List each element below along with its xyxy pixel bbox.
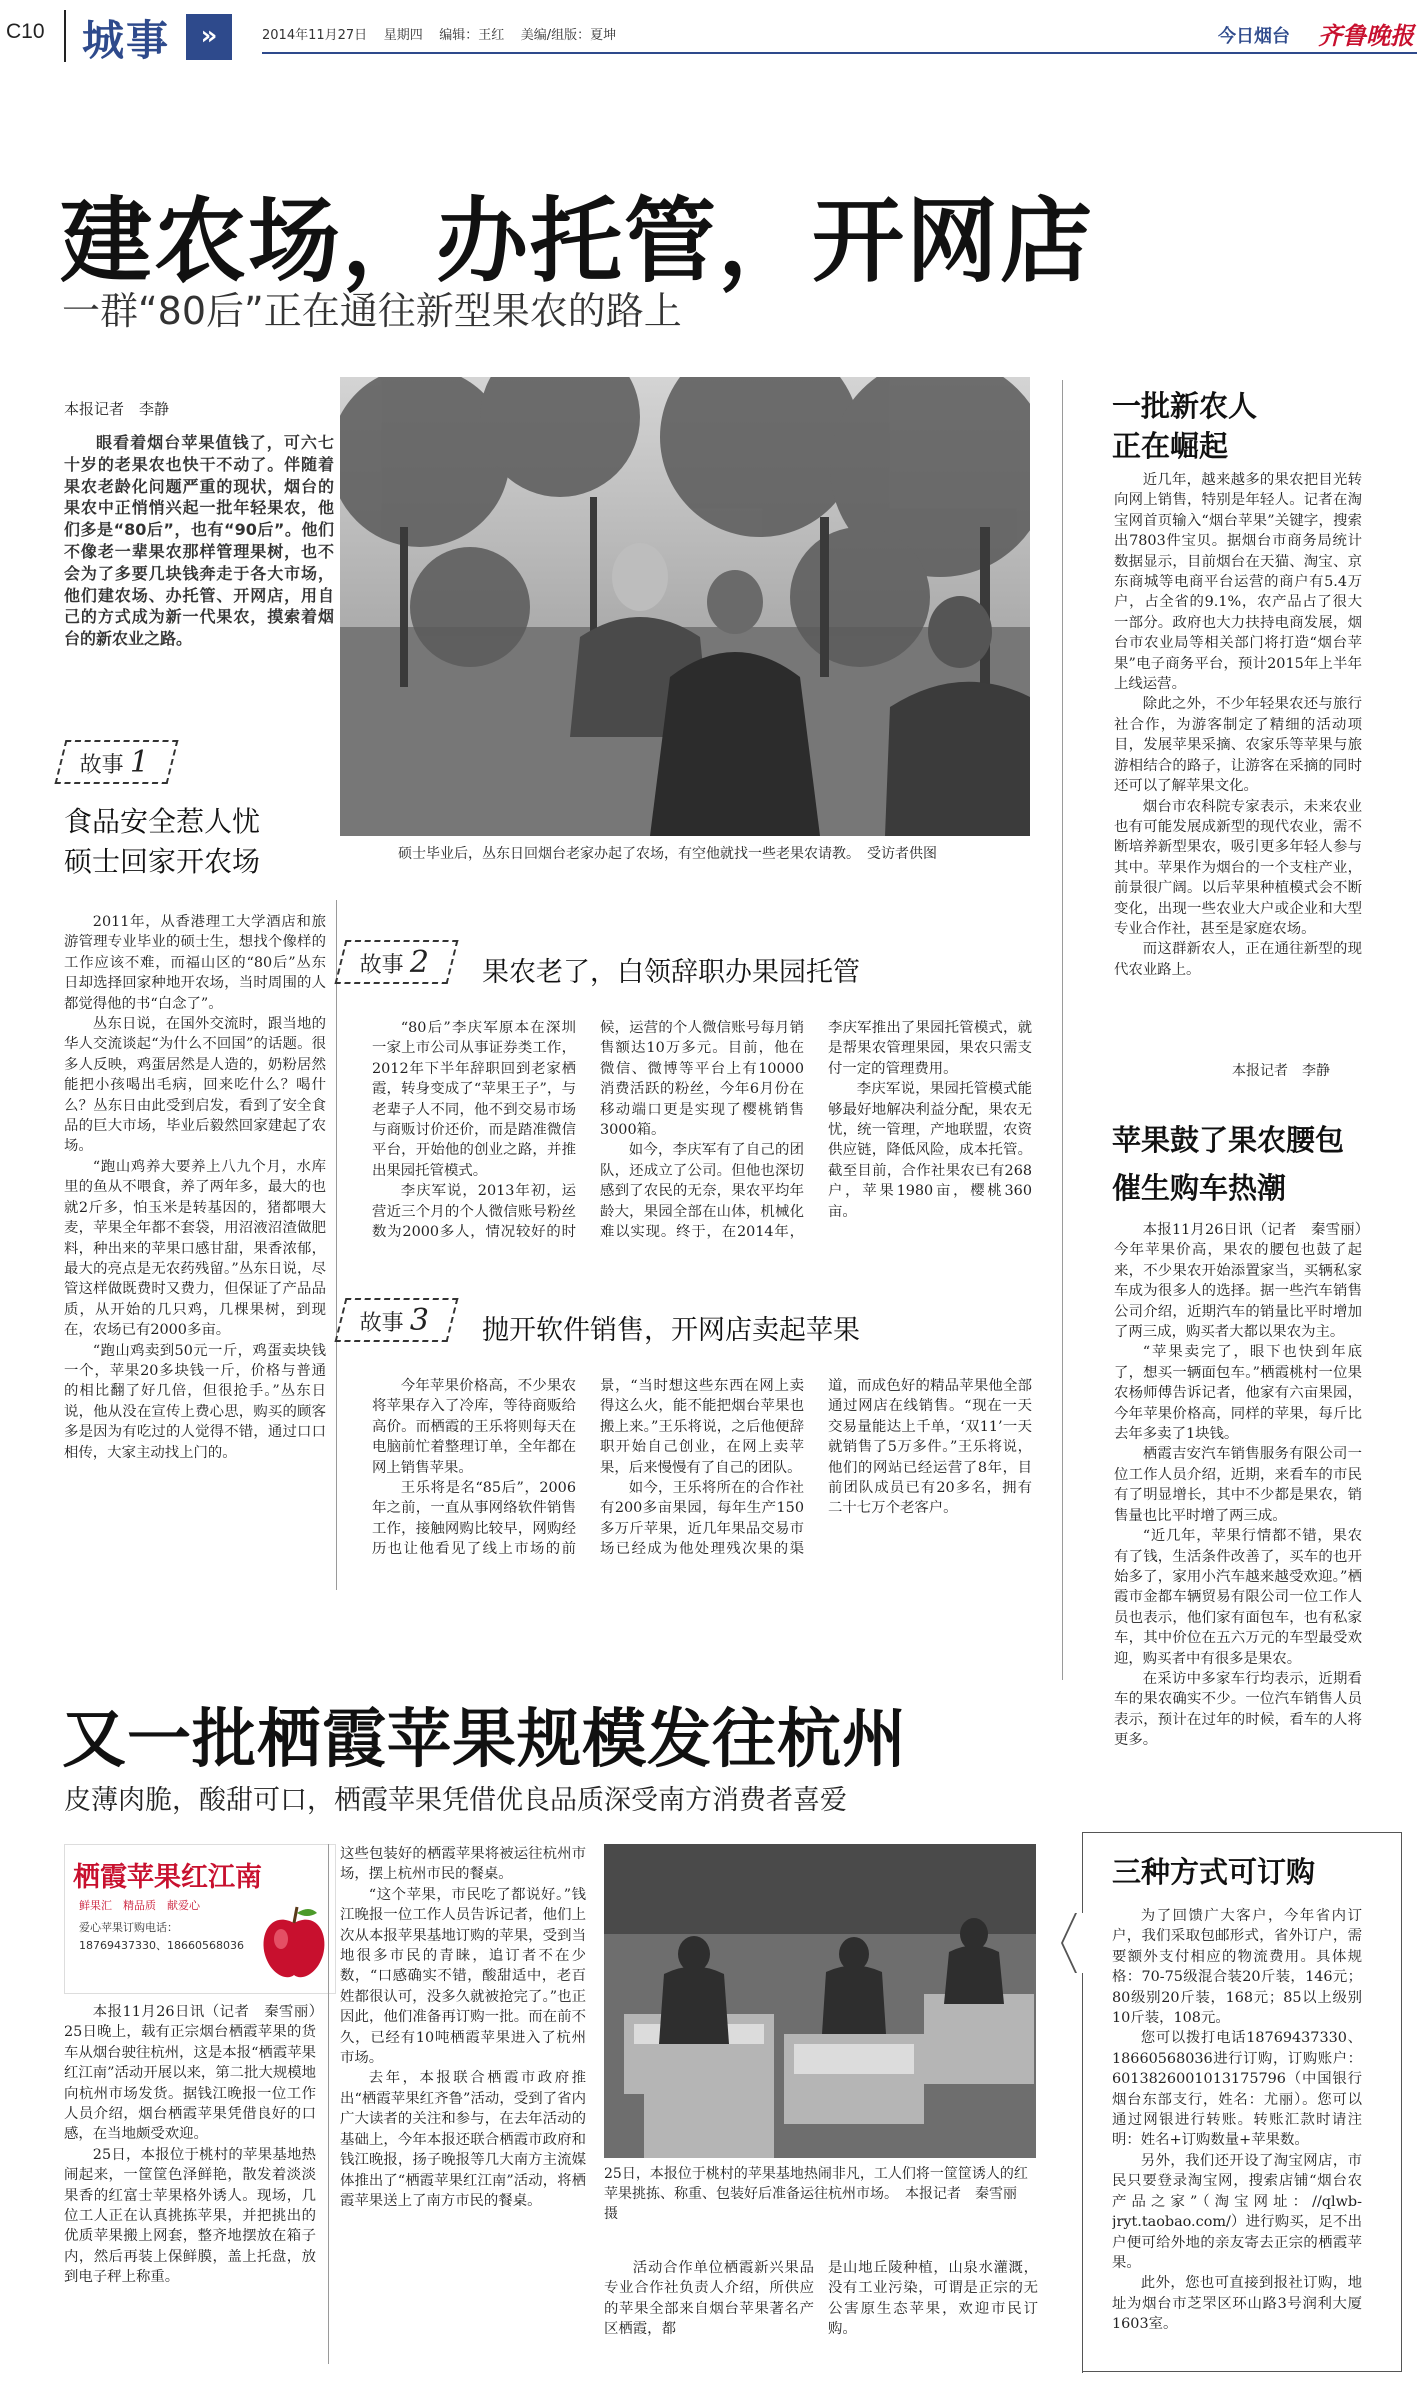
story2-para: 李庆军说，2013年初，运营近三个月的个人微信账号粉丝数为2000多人，情况较好的时候，运营的个人微信账号每月销售额达10万多元。目前，他在微信、微博等平台上有10000消费活跃的粉丝，今年6月份在移动端口更是实现了樱桃销售3000箱。	[372, 1020, 804, 1241]
story3-body	[372, 1376, 1032, 1638]
issue-design: 美编/组版：夏坤	[520, 28, 617, 43]
column-rule	[336, 900, 337, 1590]
second-col4-para: 是山地丘陵种植，山泉水灌溉，没有工业污染，可谓是正宗的无公害原生态苹果，欢迎市民订购。	[828, 2260, 1038, 2338]
side1-body	[1114, 470, 1362, 1054]
side3-title: 三种方式可订购	[1112, 1855, 1316, 1889]
story2-para: 李庆军说，果园托管模式能够最好地解决利益分配，果农无忧，统一管理，产地联盟，农资供应链，降低风险，成本托管。截至目前，合作社果农已有268户，苹果1980亩，樱桃360亩。	[828, 1081, 1032, 1220]
story1-para: 2011年，从香港理工大学酒店和旅游管理专业毕业的硕士生，想找个像样的工作应该不难，而福山区的“80后”丛东日却选择回家种地开农场，当时周围的人都觉得他的书“白念了”。	[64, 914, 326, 1012]
masthead	[0, 0, 1417, 92]
column-name: 今日烟台	[1218, 26, 1290, 47]
ad-phones: 18769437330、18660568036	[79, 1939, 244, 1952]
side3-para: 另外，我们还开设了淘宝网店，市民只要登录淘宝网，搜索店铺“烟台农产品之家”（淘宝网址：//qlwb-jryt.taobao.com/）进行购买，足不出户便可给外地的亲友寄去正宗的栖霞苹果。	[1112, 2152, 1362, 2271]
issue-editor: 编辑：王红	[439, 28, 505, 43]
masthead-rule	[262, 52, 1417, 54]
story1-label: 故事	[79, 753, 124, 778]
section-title: 城事	[82, 16, 171, 65]
side2-para: 在采访中多家车行均表示，近期看车的果农确实不少。一位汽车销售人员表示，预计在过年的时候，看车的人将更多。	[1114, 1670, 1362, 1749]
story1-number: 1	[129, 745, 149, 780]
second-col2	[340, 1844, 586, 2372]
story2-tag	[340, 940, 453, 984]
story3-tag	[340, 1298, 453, 1342]
ad-title: 栖霞苹果红江南	[73, 1862, 262, 1893]
second-subhead: 皮薄肉脆，酸甜可口，栖霞苹果凭借优良品质深受南方消费者喜爱	[64, 1785, 847, 1816]
packing-photo-image	[604, 1844, 1036, 2158]
story1-title-line1: 食品安全惹人忧	[64, 805, 261, 838]
ad-slogan: 鲜果汇 精品质 献爱心	[79, 1899, 200, 1912]
story3-title: 抛开软件销售，开网店卖起苹果	[482, 1315, 860, 1346]
lead-intro	[64, 432, 334, 728]
lead-byline: 本报记者 李静	[64, 400, 170, 418]
second-col1-para: 本报11月26日讯（记者 秦雪丽）25日晚上，载有正宗烟台栖霞苹果的货车从烟台驶往杭州，这是本报“栖霞苹果红江南”活动开展以来，第二批大规模地向杭州市场发货。据钱江晚报一位工作人员介绍，烟台栖霞苹果凭借良好的口感，在当地颇受欢迎。	[64, 2004, 316, 2143]
side1-para: 近几年，越来越多的果农把目光转向网上销售，特别是年轻人。记者在淘宝网首页输入“烟台苹果”关键字，搜索出7803件宝贝。据烟台市商务局统计数据显示，目前烟台在天猫、淘宝、京东商城等电商平台运营的商户有5.4万户，占全省的9.1%，农产品占了很大一部分。政府也大力扶持电商发展，烟台市农业局等相关部门将打造“烟台苹果”电子商务平台，预计2015年上半年上线运营。	[1114, 472, 1362, 693]
story3-para: 王乐将是名“85后”，2006年之前，一直从事网络软件销售工作，接触网购比较早，网购经历也让他看见了线上市场的前景，“当时想这些东西在网上卖得这么火，能不能把烟台苹果也搬上来。”王乐将说，之后他便辞职开始自己创业，在网上卖苹果，后来慢慢有了自己的团队。	[372, 1378, 804, 1558]
story1-para: “跑山鸡卖到50元一斤，鸡蛋卖块钱一个，苹果20多块钱一斤，价格与普通的相比翻了好几倍，但很抢手。”丛东日说，他从没在宣传上费心思，购买的顾客多是因为有吃过的人觉得不错，通过口口相传，大家主动找上门的。	[64, 1342, 326, 1461]
side3-para: 为了回馈广大客户，今年省内订户，我们采取包邮形式，省外订户，需要额外支付相应的物流费用。具体规格：70-75级混合装20斤装，146元；80级别20斤装，168元；85以上级别10斤装，108元。	[1112, 1908, 1362, 2027]
second-col1-para: 25日，本报位于桃村的苹果基地热闹起来，一筐筐色泽鲜艳，散发着淡淡果香的红富士苹果格外诱人。现场，几位工人正在认真挑拣苹果，并把挑出的优质苹果搬上网套，整齐地摆放在箱子内，然后再装上保鲜膜，盖上托盘，放到电子秤上称重。	[64, 2146, 316, 2286]
issue-info	[262, 24, 616, 43]
side3-para: 您可以拨打电话18769437330、18660568036进行订购，订购账户：6013826001013175796（中国银行烟台东部支行，姓名：尤丽）。您可以通过网银进行转账。转账汇款时请注明：姓名+订购数量+苹果数。	[1112, 2030, 1362, 2149]
story3-para: 如今，王乐将所在的合作社有200多亩果园，每年生产150多万斤苹果，近几年果品交易市场已经成为他处理残次果的渠道，而成色好的精品苹果他全部通过网店在线销售。“现在一天交易量能达上千单，‘双11’一天就销售了5万多件。”王乐将说，他们的网站已经运营了8年，目前团队成员已有20多名，拥有二十七万个老客户。	[600, 1378, 1032, 1558]
story3-number: 3	[409, 1303, 429, 1338]
story1-tag	[60, 740, 173, 784]
second-headline: 又一批栖霞苹果规模发往杭州	[62, 1703, 907, 1777]
story1-para: “跑山鸡养大要养上八九个月，水库里的鱼从不喂食，养了两年多，最大的也就2斤多，怕玉米是转基因的，猪都喂大麦，苹果全年都不套袋，用沼液沼渣做肥料，种出来的苹果口感甘甜，果香浓郁，最大的亮点是无农药残留。”丛东日说，尽管这样做既费时又费力，但保证了产品品质，从开始的几只鸡，几棵果树，到现在，农场已有2000多亩。	[64, 1158, 326, 1339]
side1-para: 除此之外，不少年轻果农还与旅行社合作，为游客制定了精细的活动项目，发展苹果采摘、农家乐等苹果与旅游相结合的路子，让游客在采摘的同时还可以了解苹果文化。	[1114, 696, 1362, 795]
second-col2-para: 去年，本报联合栖霞市政府推出“栖霞苹果红齐鲁”活动，受到了省内广大读者的关注和参与，在去年活动的基础上，今年本报还联合栖霞市政府和钱江晚报，扬子晚报等几大南方主流媒体推出了“栖霞苹果红江南”活动，将栖霞苹果送上了南方市民的餐桌。	[340, 2070, 586, 2209]
side2-para: 栖霞吉安汽车销售服务有限公司一位工作人员介绍，近期，来看车的市民有了明显增长，其中不少都是果农，销售量也比平时增了两三成。	[1114, 1446, 1362, 1524]
apple-icon	[257, 1903, 331, 1983]
side3-para: 此外，您也可直接到报社订购，地址为烟台市芝罘区环山路3号润利大厦1603室。	[1112, 2275, 1362, 2333]
second-col2-para: 这些包装好的栖霞苹果将被运往杭州市场，摆上杭州市民的餐桌。	[340, 1846, 586, 1883]
second-col1	[64, 2002, 316, 2372]
lead-intro-text: 眼看着烟台苹果值钱了，可六七十岁的老果农也快干不动了。伴随着果农老龄化问题严重的现状，烟台的果农中正悄悄兴起一批年轻果农，他们多是“80后”，也有“90后”。他们不像老一辈果农那样管理果树，也不会为了多要几块钱奔走于各大市场，他们建农场、办托管、开网店，用自己的方式成为新一代果农，摸索着烟台的新农业之路。	[64, 433, 334, 649]
story2-para: 如今，李庆军有了自己的团队，还成立了公司。但他也深切感到了农民的无奈，果农平均年龄大，果园全部在山体，机械化难以实现。终于，在2014年，李庆军推出了果园托管模式，就是帮果农管理果园，果农只需支付一定的管理费用。	[600, 1020, 1032, 1241]
packing-photo-caption: 25日，本报位于桃村的苹果基地热闹非凡，工人们将一筐筐诱人的红苹果挑拣、称重、包装好后准备运往杭州市场。 本报记者 秦雪丽 摄	[604, 2166, 1031, 2222]
side2-title-line2: 催生购车热潮	[1112, 1171, 1287, 1205]
column-rule	[328, 1844, 329, 2364]
issue-date: 2014年11月27日	[262, 28, 368, 43]
story2-label: 故事	[359, 953, 404, 978]
story2-body	[372, 1018, 1032, 1278]
issue-weekday: 星期四	[383, 28, 423, 43]
paper-logo: 齐鲁晚报	[1318, 21, 1414, 50]
order-box-notch	[1082, 1973, 1083, 2373]
lead-subhead: 一群“80后”正在通往新型果农的路上	[62, 289, 682, 333]
story2-number: 2	[409, 945, 429, 980]
side2-title-line1: 苹果鼓了果农腰包	[1112, 1123, 1345, 1157]
second-col3-para: 活动合作单位栖霞新兴果品专业合作社负责人介绍，所供应的苹果全部来自烟台苹果著名产区栖霞，都	[604, 2260, 814, 2338]
ad-hotline-label: 爱心苹果订购电话：	[79, 1921, 178, 1934]
story3-para: 今年苹果价格高，不少果农将苹果存入了冷库，等待商贩给高价。而栖霞的王乐将则每天在电脑前忙着整理订单，全年都在网上销售苹果。	[372, 1378, 576, 1476]
orchard-photo-image	[340, 377, 1030, 836]
order-box-notch	[1061, 1913, 1077, 1943]
side1-title-line1: 一批新农人	[1112, 389, 1258, 423]
second-col4	[828, 2258, 1038, 2370]
story3-label: 故事	[359, 1311, 404, 1336]
story1-title-line2: 硕士回家开农场	[64, 845, 261, 878]
story1-para: 丛东日说，在国外交流时，跟当地的华人交流谈起“为什么不回国”的话题。很多人反映，鸡蛋居然是人造的，奶粉居然能把小孩喝出毛病，回来吃什么？喝什么？丛东日由此受到启发，看到了安全食品的巨大市场，毕业后毅然回家建起了农场。	[64, 1016, 326, 1155]
sidebar-rule	[1062, 380, 1063, 1680]
second-col3	[604, 2258, 814, 2370]
order-box-notch	[1082, 1833, 1083, 1913]
campaign-ad	[64, 1844, 336, 1994]
second-col2-para: “这个苹果，市民吃了都说好。”钱江晚报一位工作人员告诉记者，他们上次从本报苹果基地订购的苹果，受到当地很多市民的青睐，追订者不在少数，“口感确实不错，酸甜适中，老百姓都很认可，没多久就被抢完了。”也正因此，他们准备再订购一批。而在前不久，已经有10吨栖霞苹果进入了杭州市场。	[340, 1886, 586, 2067]
side2-para: 本报11月26日讯（记者 秦雪丽）今年苹果价高，果农的腰包也鼓了起来，不少果农开始添置家当，买辆私家车成为很多人的选择。据一些汽车销售公司介绍，近期汽车的销量比平时增加了两三成，购买者大都以果农为主。	[1114, 1222, 1362, 1341]
lead-photo-caption: 硕士毕业后，丛东日回烟台老家办起了农场，有空他就找一些老果农请教。 受访者供图	[398, 846, 937, 862]
packing-photo	[604, 1844, 1036, 2158]
lead-photo	[340, 377, 1030, 836]
story2-title: 果农老了，白领辞职办果园托管	[482, 957, 860, 988]
story2-para: “80后”李庆军原本在深圳一家上市公司从事证券类工作，2012年下半年辞职回到老家栖霞，转身变成了“苹果王子”，与老辈子人不同，他不到交易市场与商贩讨价还价，而是踏准微信平台，开始他的创业之路，并推出果园托管模式。	[372, 1020, 576, 1179]
page-number-rule	[64, 10, 66, 62]
side3-body	[1112, 1906, 1362, 2366]
side2-para: “苹果卖完了，眼下也快到年底了，想买一辆面包车。”栖霞桃村一位果农杨师傅告诉记者，他家有六亩果园，今年苹果价格高，同样的苹果，每斤比去年多卖了1块钱。	[1114, 1344, 1362, 1443]
side2-body	[1114, 1220, 1362, 1816]
side1-title-line2: 正在崛起	[1112, 429, 1229, 463]
side1-para: 而这群新农人，正在通往新型的现代农业路上。	[1114, 941, 1362, 978]
page-number: C10	[6, 20, 45, 43]
lead-headline: 建农场，办托管，开网店	[60, 188, 1095, 295]
section-chevron-icon: »	[186, 14, 232, 60]
side1-byline: 本报记者 李静	[1232, 1063, 1330, 1079]
side1-para: 烟台市农科院专家表示，未来农业也有可能发展成新型的现代农业，需不断培养新型果农，吸引更多年轻人参与其中。苹果作为烟台的一个支柱产业，前景很广阔。以后苹果种植模式会不断变化，出现一些农业大户或企业和大型专业合作社，甚至是家庭农场。	[1114, 798, 1362, 937]
order-box-notch	[1061, 1943, 1077, 1973]
side2-para: “近几年，苹果行情都不错，果农有了钱，生活条件改善了，买车的也开始多了，家用小汽车越来越受欢迎。”栖霞市金都车辆贸易有限公司一位工作人员也表示，他们家有面包车，也有私家车，其中价位在五六万元的车型最受欢迎，购买者中有很多是果农。	[1114, 1528, 1362, 1667]
